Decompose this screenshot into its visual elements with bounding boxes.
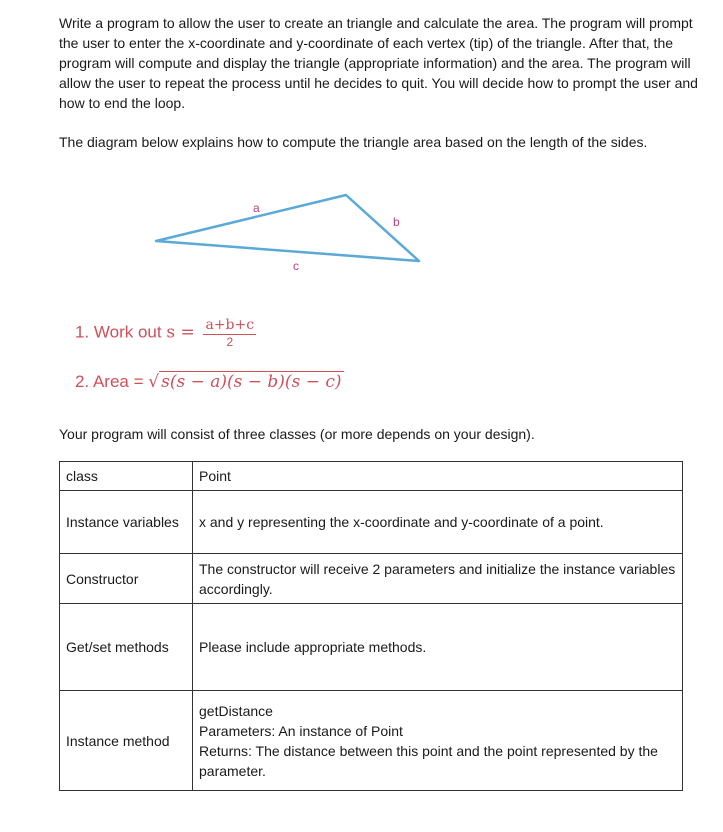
table-row [60, 554, 683, 604]
side-label-a: a [253, 201, 260, 215]
row-label: class [60, 462, 193, 491]
radical-sign: √ [148, 372, 160, 392]
row-value [193, 691, 683, 791]
row-label: Instance method [60, 691, 193, 791]
table-row [60, 462, 683, 491]
assignment-intro: Write a program to allow the user to create an triangle and calculate the area. The program will prompt the user to enter the x-coordinate and y-coordinate of each vertex (tip) of the triangle. After that, the program will compute and display the triangle (appropriate information) and the area. The program will allow the user to repeat the process until he decides to quit. You will decide how to prompt the user and how to end the loop. [59, 15, 698, 111]
fraction-numerator: a+b+c [205, 317, 255, 333]
row-value-line: Point [199, 468, 231, 484]
diagram-caption: The diagram below explains how to compute the triangle area based on the length of the sides. [59, 134, 648, 150]
side-label-b: b [393, 215, 400, 229]
fraction-denominator: 2 [226, 335, 234, 349]
formula-step-1 [75, 317, 256, 349]
row-value [193, 491, 683, 554]
table-row [60, 691, 683, 791]
row-label: Instance variables [60, 491, 193, 554]
row-value [193, 554, 683, 604]
table-row [60, 604, 683, 691]
radicand: s(s − a)(s − b)(s − c) [161, 372, 342, 392]
row-value [193, 462, 683, 491]
semi-perimeter-fraction [203, 317, 256, 349]
row-label: Get/set methods [60, 604, 193, 691]
step1-lhs: s = [166, 322, 195, 343]
row-value-line: Please include appropriate methods. [199, 639, 427, 655]
method-name: getDistance [199, 702, 273, 719]
row-label: Constructor [60, 554, 193, 604]
table-row [60, 491, 683, 554]
formula-step-2 [75, 372, 344, 392]
row-value-line: The constructor will receive 2 parameters and initialize the instance variables accordingly. [199, 560, 676, 597]
row-value-line: x and y representing the x-coordinate and y-coordinate of a point. [199, 514, 604, 530]
side-label-c: c [293, 259, 299, 273]
classes-note: Your program will consist of three classes (or more depends on your design). [59, 426, 535, 442]
square-root [148, 372, 343, 392]
row-value [193, 604, 683, 691]
step2-label: 2. Area = [75, 372, 144, 391]
triangle-shape [156, 195, 419, 261]
method-parameters: Parameters: An instance of Point [199, 722, 403, 739]
point-class-table [59, 461, 683, 791]
step1-label: 1. Work out [75, 322, 162, 342]
method-returns: Returns: The distance between this point and the point represented by the parameter. [199, 742, 658, 779]
triangle-diagram [150, 190, 430, 280]
